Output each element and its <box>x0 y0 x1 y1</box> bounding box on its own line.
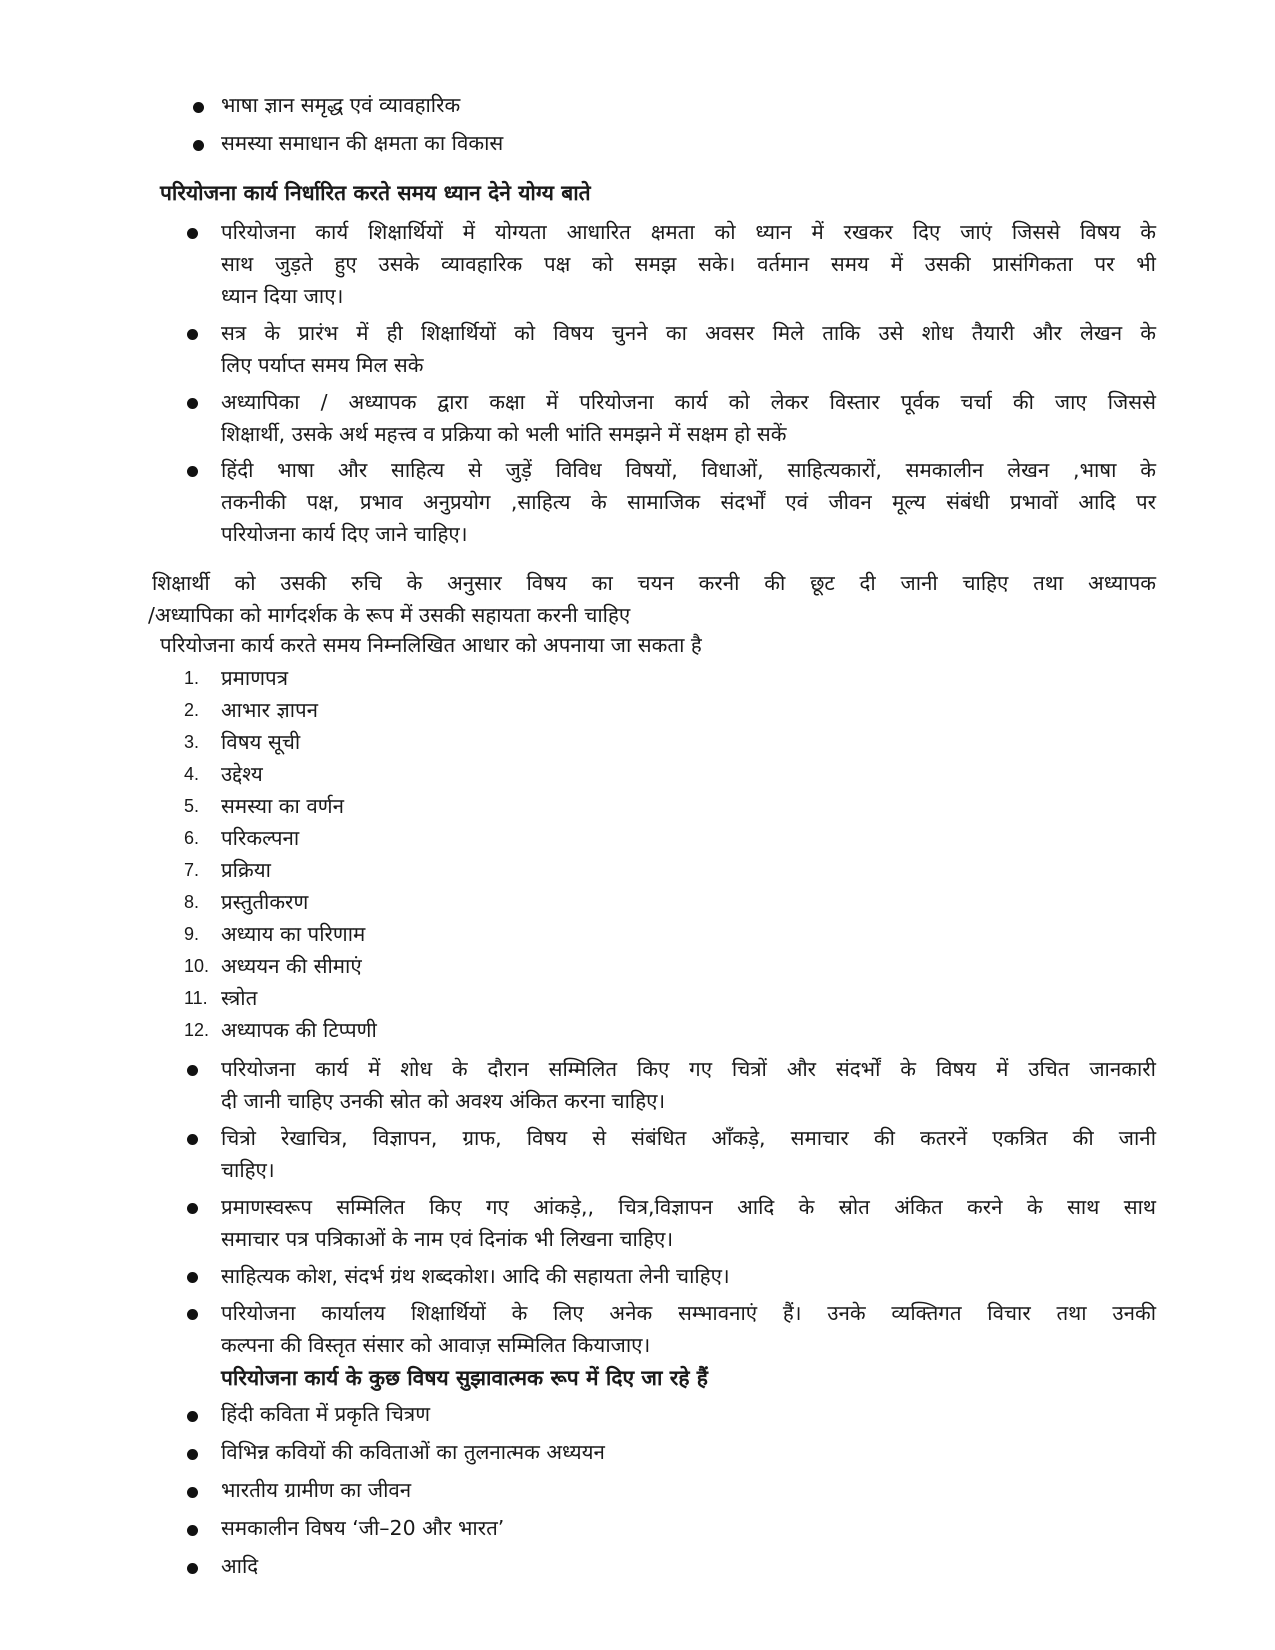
topic-item: विभिन्न कवियों की कविताओं का तुलनात्मक अध्ययन <box>221 1440 605 1464</box>
list-number: 4. <box>184 764 200 784</box>
note-item: साहित्यक कोश, संदर्भ ग्रंथ शब्दकोश। आदि की सहायता लेनी चाहिए। <box>221 1264 730 1288</box>
note-item <box>221 1053 1156 1117</box>
list-number: 7. <box>184 860 200 880</box>
guideline-item <box>221 317 1156 381</box>
list-item: प्रमाणपत्र <box>221 666 289 690</box>
guideline-line: लिए पर्याप्त समय मिल सके <box>221 353 424 377</box>
guideline-line: ध्यान दिया जाए। <box>221 284 344 308</box>
paragraph-line: शिक्षार्थी को उसकी रुचि के अनुसार विषय का चयन करनी की छूट दी जानी चाहिए तथा अध्यापक <box>152 571 1156 595</box>
paragraph <box>148 567 1156 631</box>
guideline-line: सत्र के प्रारंभ में ही शिक्षार्थियों को विषय चुनने का अवसर मिले ताकि उसे शोध तैयारी और लेखन के <box>221 321 1156 345</box>
guideline-item <box>221 454 1156 550</box>
note-line: परियोजना कार्य में शोध के दौरान सम्मिलित किए गए चित्रों और संदर्भों के विषय में उचित जानकारी <box>221 1057 1156 1081</box>
note-line: चित्रो रेखाचित्र, विज्ञापन, ग्राफ, विषय से संबंधित आँकड़े, समाचार की कतरनें एकत्रित की जानी <box>221 1126 1156 1150</box>
bullet-dot <box>193 140 204 151</box>
bullet-dot <box>187 1449 198 1460</box>
list-item: अध्याय का परिणाम <box>221 922 366 946</box>
list-number: 10. <box>184 956 210 976</box>
bullet-dot <box>187 329 198 340</box>
guideline-line: परियोजना कार्य शिक्षार्थियों में योग्यता आधारित क्षमता को ध्यान में रखकर दिए जाएं जिससे विषय के <box>221 220 1156 244</box>
bullet-dot <box>187 1411 198 1422</box>
section-heading: परियोजना कार्य के कुछ विषय सुझावात्मक रूप में दिए जा रहे हैं <box>221 1366 708 1390</box>
note-item <box>221 1297 1156 1361</box>
bullet-dot <box>187 228 198 239</box>
bullet-dot <box>187 1487 198 1498</box>
note-item <box>221 1191 1156 1255</box>
list-item: आभार ज्ञापन <box>221 698 319 722</box>
paragraph-line: /अध्यापिका को मार्गदर्शक के रूप में उसकी सहायता करनी चाहिए <box>148 603 631 627</box>
bullet-dot <box>187 1525 198 1536</box>
section-heading: परियोजना कार्य निर्धारित करते समय ध्यान देने योग्य बाते <box>160 181 591 205</box>
list-number: 1. <box>184 668 200 688</box>
list-number: 9. <box>184 924 200 944</box>
list-item: परिकल्पना <box>221 826 300 850</box>
bullet-dot <box>193 102 204 113</box>
guideline-line: परियोजना कार्य दिए जाने चाहिए। <box>221 522 468 546</box>
guideline-line: तकनीकी पक्ष, प्रभाव अनुप्रयोग ,साहित्य के सामाजिक संदर्भों एवं जीवन मूल्य संबंधी प्रभावों आदि पर <box>221 490 1156 514</box>
note-line: परियोजना कार्यालय शिक्षार्थियों के लिए अनेक सम्भावनाएं हैं। उनके व्यक्तिगत विचार तथा उनकी <box>221 1301 1156 1325</box>
list-number: 5. <box>184 796 200 816</box>
guideline-line: हिंदी भाषा और साहित्य से जुड़ें विविध विषयों, विधाओं, साहित्यकारों, समकालीन लेखन ,भाषा के <box>221 458 1156 482</box>
note-line: समाचार पत्र पत्रिकाओं के नाम एवं दिनांक भी लिखना चाहिए। <box>221 1227 674 1251</box>
topic-item: आदि <box>221 1554 259 1578</box>
list-item: अध्यापक की टिप्पणी <box>221 1018 377 1042</box>
topic-item: भारतीय ग्रामीण का जीवन <box>221 1478 412 1502</box>
list-item: स्त्रोत <box>221 986 258 1010</box>
note-line: कल्पना की विस्तृत संसार को आवाज़ सम्मिलित कियाजाए। <box>221 1333 651 1357</box>
note-item <box>221 1122 1156 1186</box>
guideline-item <box>221 386 1156 450</box>
guideline-line: शिक्षार्थी, उसके अर्थ महत्त्व व प्रक्रिया को भली भांति समझने में सक्षम हो सकें <box>221 422 787 446</box>
list-number: 11. <box>184 988 208 1008</box>
guideline-line: साथ जुड़ते हुए उसके व्यावहारिक पक्ष को समझ सके। वर्तमान समय में उसकी प्रासंगिकता पर भी <box>221 252 1156 276</box>
note-line: चाहिए। <box>221 1158 275 1182</box>
paragraph: परियोजना कार्य करते समय निम्नलिखित आधार को अपनाया जा सकता है <box>160 633 702 657</box>
bullet-dot <box>187 1134 198 1145</box>
list-item: उद्देश्य <box>221 762 263 786</box>
list-number: 6. <box>184 828 200 848</box>
list-item: समस्या का वर्णन <box>221 794 344 818</box>
list-item: प्रक्रिया <box>221 858 271 882</box>
list-number: 8. <box>184 892 200 912</box>
bullet-dot <box>187 1272 198 1283</box>
bullet-dot <box>187 1065 198 1076</box>
list-number: 3. <box>184 732 200 752</box>
top-bullet-item: समस्या समाधान की क्षमता का विकास <box>221 131 504 155</box>
bullet-dot <box>187 1203 198 1214</box>
note-line: प्रमाणस्वरूप सम्मिलित किए गए आंकड़े,, चित्र,विज्ञापन आदि के स्रोत अंकित करने के साथ साथ <box>221 1195 1156 1219</box>
top-bullet-item: भाषा ज्ञान समृद्ध एवं व्यावहारिक <box>221 93 461 117</box>
guideline-line: अध्यापिका / अध्यापक द्वारा कक्षा में परियोजना कार्य को लेकर विस्तार पूर्वक चर्चा की जाए जिससे <box>221 390 1156 414</box>
bullet-dot <box>187 398 198 409</box>
topic-item: हिंदी कविता में प्रकृति चित्रण <box>221 1402 431 1426</box>
bullet-dot <box>187 1563 198 1574</box>
bullet-dot <box>187 466 198 477</box>
note-line: दी जानी चाहिए उनकी स्रोत को अवश्य अंकित करना चाहिए। <box>221 1089 666 1113</box>
topic-item: समकालीन विषय ‘जी–20 और भारत’ <box>221 1516 505 1540</box>
list-number: 12. <box>184 1020 210 1040</box>
list-item: विषय सूची <box>221 730 301 754</box>
list-item: अध्ययन की सीमाएं <box>221 954 362 978</box>
list-number: 2. <box>184 700 200 720</box>
list-item: प्रस्तुतीकरण <box>221 890 309 914</box>
guideline-item <box>221 216 1156 312</box>
bullet-dot <box>187 1309 198 1320</box>
